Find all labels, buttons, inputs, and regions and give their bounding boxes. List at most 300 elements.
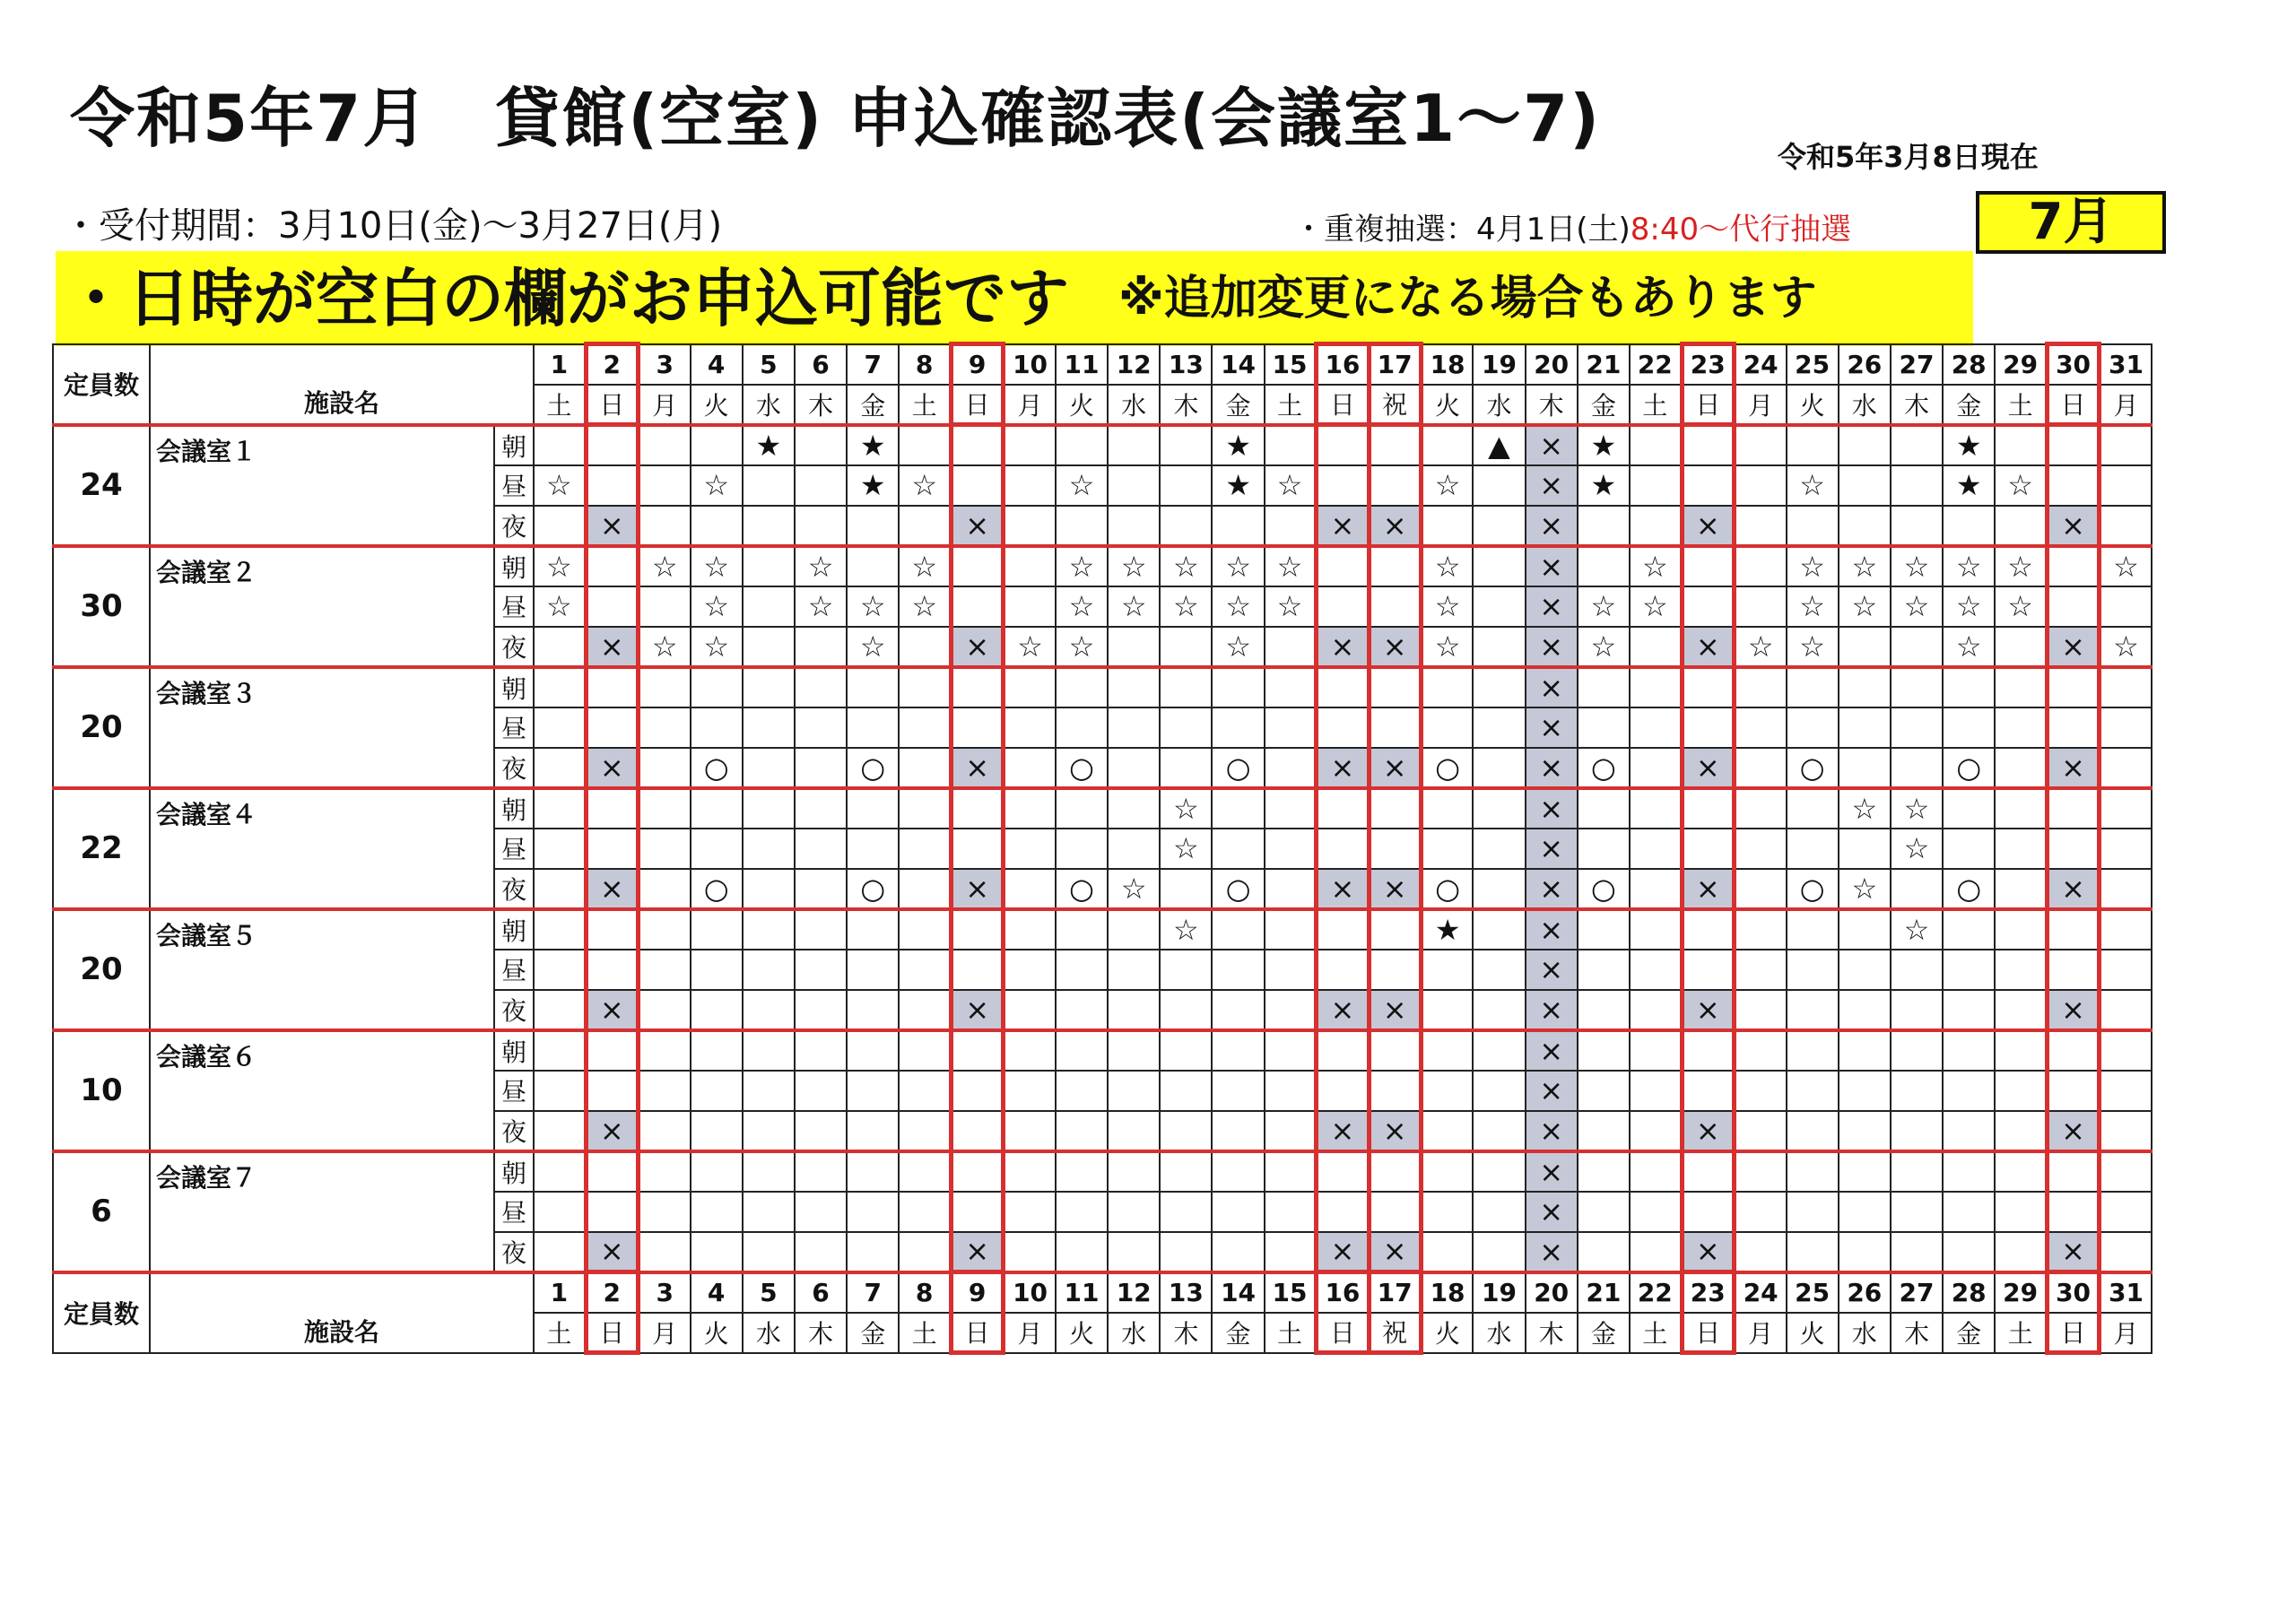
availability-mark: × <box>1526 667 1578 707</box>
availability-mark: × <box>952 990 1004 1030</box>
availability-cell <box>691 425 743 465</box>
day-weekday: 金 <box>1943 1313 1995 1353</box>
room-name: 会議室３ <box>150 667 494 788</box>
room-row <box>53 788 2152 829</box>
day-weekday: 火 <box>691 1313 743 1353</box>
availability-mark: ○ <box>691 748 743 788</box>
room-capacity: 10 <box>53 1030 150 1151</box>
availability-mark: ☆ <box>1891 546 1943 586</box>
availability-mark: × <box>1526 788 1578 829</box>
availability-cell <box>2100 829 2152 869</box>
availability-cell <box>1056 1111 1108 1151</box>
availability-cell <box>1004 425 1056 465</box>
capacity-header: 定員数 <box>53 344 150 425</box>
availability-cell <box>1943 788 1995 829</box>
availability-mark: × <box>2047 990 2099 1030</box>
day-weekday: 月 <box>1734 385 1786 425</box>
availability-cell <box>1995 1232 2047 1272</box>
availability-cell <box>638 748 690 788</box>
availability-cell <box>586 1151 638 1192</box>
availability-cell <box>2100 1030 2152 1071</box>
availability-cell <box>586 909 638 950</box>
availability-cell <box>1369 950 1421 990</box>
availability-cell <box>1630 909 1682 950</box>
day-weekday: 水 <box>1473 385 1525 425</box>
availability-cell <box>847 1192 899 1232</box>
room-row <box>53 1030 2152 1071</box>
availability-cell <box>1682 788 1734 829</box>
availability-mark: ☆ <box>1160 586 1212 627</box>
availability-cell <box>1839 627 1891 667</box>
day-number: 13 <box>1160 1272 1212 1313</box>
availability-mark: × <box>952 748 1004 788</box>
availability-cell <box>2047 667 2099 707</box>
day-weekday: 木 <box>795 1313 847 1353</box>
availability-cell <box>638 506 690 546</box>
day-weekday: 土 <box>1630 1313 1682 1353</box>
day-weekday: 日 <box>952 1313 1004 1353</box>
time-slot-label: 朝 <box>494 667 534 707</box>
availability-cell <box>1891 506 1943 546</box>
availability-cell <box>847 909 899 950</box>
availability-cell <box>1787 1071 1839 1111</box>
availability-cell <box>1839 707 1891 748</box>
availability-mark: ★ <box>1943 425 1995 465</box>
availability-cell <box>743 1030 795 1071</box>
day-number: 23 <box>1682 1272 1734 1313</box>
availability-cell <box>1995 425 2047 465</box>
availability-cell <box>899 1071 951 1111</box>
availability-cell <box>1160 990 1212 1030</box>
availability-cell <box>534 1111 586 1151</box>
availability-mark: ○ <box>847 748 899 788</box>
availability-cell <box>534 425 586 465</box>
availability-cell <box>1317 465 1369 506</box>
availability-cell <box>847 990 899 1030</box>
availability-cell <box>586 1192 638 1232</box>
availability-mark: ☆ <box>1160 546 1212 586</box>
availability-mark: ○ <box>1056 869 1108 909</box>
availability-cell <box>1108 667 1160 707</box>
availability-cell <box>1056 1192 1108 1232</box>
availability-cell <box>1473 1151 1525 1192</box>
availability-mark: ☆ <box>1265 586 1317 627</box>
availability-cell <box>2100 667 2152 707</box>
room-name: 会議室７ <box>150 1151 494 1272</box>
availability-mark: ○ <box>691 869 743 909</box>
availability-cell <box>1473 1111 1525 1151</box>
availability-cell <box>1734 1030 1786 1071</box>
availability-cell <box>1734 465 1786 506</box>
time-slot-label: 夜 <box>494 1111 534 1151</box>
day-weekday: 水 <box>743 1313 795 1353</box>
availability-mark: × <box>1526 506 1578 546</box>
availability-cell <box>691 1030 743 1071</box>
day-weekday: 日 <box>952 385 1004 425</box>
availability-cell <box>1734 990 1786 1030</box>
availability-cell <box>638 1232 690 1272</box>
availability-cell <box>1473 829 1525 869</box>
availability-mark: × <box>1369 869 1421 909</box>
availability-cell <box>1369 707 1421 748</box>
availability-mark: × <box>586 990 638 1030</box>
availability-cell <box>795 627 847 667</box>
time-slot-label: 昼 <box>494 465 534 506</box>
time-slot-label: 夜 <box>494 869 534 909</box>
availability-cell <box>2047 909 2099 950</box>
availability-cell <box>1421 1232 1473 1272</box>
availability-mark: ☆ <box>1943 586 1995 627</box>
availability-cell <box>795 707 847 748</box>
availability-cell <box>691 829 743 869</box>
availability-cell <box>1369 788 1421 829</box>
availability-cell <box>1787 506 1839 546</box>
availability-cell <box>1421 707 1473 748</box>
day-number: 4 <box>691 344 743 385</box>
day-weekday: 日 <box>2047 385 2099 425</box>
availability-cell <box>1891 990 1943 1030</box>
availability-cell <box>743 788 795 829</box>
availability-cell <box>847 506 899 546</box>
availability-cell <box>1995 667 2047 707</box>
day-number: 22 <box>1630 344 1682 385</box>
availability-cell <box>1578 1030 1630 1071</box>
availability-mark: ☆ <box>1787 586 1839 627</box>
availability-cell <box>952 788 1004 829</box>
availability-cell <box>1630 1151 1682 1192</box>
availability-mark: × <box>1526 1071 1578 1111</box>
availability-cell <box>1943 506 1995 546</box>
availability-cell <box>1004 1030 1056 1071</box>
availability-cell <box>795 990 847 1030</box>
availability-cell <box>1056 1030 1108 1071</box>
availability-cell <box>1630 425 1682 465</box>
availability-cell <box>1943 1232 1995 1272</box>
availability-cell <box>1630 829 1682 869</box>
availability-cell <box>1891 707 1943 748</box>
availability-cell <box>1630 667 1682 707</box>
availability-cell <box>1787 990 1839 1030</box>
day-number: 24 <box>1734 344 1786 385</box>
availability-cell <box>795 748 847 788</box>
availability-cell <box>1995 1030 2047 1071</box>
availability-cell <box>534 950 586 990</box>
availability-cell <box>586 788 638 829</box>
day-number: 15 <box>1265 1272 1317 1313</box>
day-number: 27 <box>1891 1272 1943 1313</box>
availability-cell <box>743 546 795 586</box>
availability-cell <box>1317 1151 1369 1192</box>
availability-mark: ☆ <box>1891 586 1943 627</box>
availability-cell <box>1473 586 1525 627</box>
availability-cell <box>847 546 899 586</box>
day-weekday: 金 <box>1578 1313 1630 1353</box>
availability-cell <box>1160 1192 1212 1232</box>
availability-cell <box>638 1111 690 1151</box>
availability-mark: ☆ <box>691 465 743 506</box>
notice-main: ・日時が空白の欄がお申込可能です <box>65 262 1069 335</box>
availability-cell <box>1265 1151 1317 1192</box>
availability-cell <box>586 667 638 707</box>
availability-cell <box>795 1232 847 1272</box>
availability-mark: ☆ <box>899 465 951 506</box>
availability-mark: × <box>1526 627 1578 667</box>
time-slot-label: 夜 <box>494 748 534 788</box>
day-weekday: 日 <box>1317 385 1369 425</box>
availability-cell <box>534 1151 586 1192</box>
availability-cell <box>743 506 795 546</box>
availability-cell <box>1108 1232 1160 1272</box>
availability-cell <box>1421 1111 1473 1151</box>
availability-cell <box>952 1111 1004 1151</box>
availability-cell <box>586 425 638 465</box>
availability-cell <box>1004 1151 1056 1192</box>
availability-cell <box>1056 707 1108 748</box>
availability-cell <box>1943 1030 1995 1071</box>
availability-cell <box>1317 1192 1369 1232</box>
time-slot-label: 夜 <box>494 506 534 546</box>
room-capacity: 22 <box>53 788 150 909</box>
availability-mark: × <box>2047 627 2099 667</box>
availability-mark: ☆ <box>847 627 899 667</box>
availability-cell <box>1787 1151 1839 1192</box>
availability-cell <box>1108 1071 1160 1111</box>
availability-cell <box>1004 1192 1056 1232</box>
day-weekday: 木 <box>1160 385 1212 425</box>
availability-cell <box>638 829 690 869</box>
availability-mark: ☆ <box>1160 788 1212 829</box>
availability-cell <box>1421 950 1473 990</box>
availability-cell <box>1265 1071 1317 1111</box>
availability-cell <box>1891 1232 1943 1272</box>
availability-cell <box>638 707 690 748</box>
day-number: 18 <box>1421 344 1473 385</box>
day-weekday: 日 <box>1682 1313 1734 1353</box>
availability-cell <box>1265 990 1317 1030</box>
availability-mark: ☆ <box>1891 829 1943 869</box>
availability-cell <box>847 950 899 990</box>
day-number: 4 <box>691 1272 743 1313</box>
availability-cell <box>1369 586 1421 627</box>
availability-cell <box>1004 586 1056 627</box>
availability-cell <box>691 909 743 950</box>
availability-cell <box>899 869 951 909</box>
availability-cell <box>2100 465 2152 506</box>
day-weekday: 木 <box>1891 385 1943 425</box>
availability-cell <box>1995 829 2047 869</box>
availability-cell <box>952 546 1004 586</box>
availability-cell <box>1317 1071 1369 1111</box>
day-weekday: 火 <box>1787 385 1839 425</box>
room-name: 会議室４ <box>150 788 494 909</box>
availability-cell <box>638 869 690 909</box>
day-number: 20 <box>1526 344 1578 385</box>
availability-cell <box>899 425 951 465</box>
time-slot-label: 朝 <box>494 546 534 586</box>
day-weekday: 土 <box>534 385 586 425</box>
availability-mark: ★ <box>1212 425 1264 465</box>
day-weekday: 火 <box>1056 1313 1108 1353</box>
availability-mark: ☆ <box>1212 546 1264 586</box>
availability-cell <box>1317 546 1369 586</box>
availability-cell <box>586 707 638 748</box>
day-number: 1 <box>534 344 586 385</box>
availability-cell <box>1004 1111 1056 1151</box>
day-number: 21 <box>1578 1272 1630 1313</box>
room-row <box>53 546 2152 586</box>
availability-mark: × <box>2047 1111 2099 1151</box>
availability-cell <box>1473 990 1525 1030</box>
day-number: 19 <box>1473 1272 1525 1313</box>
availability-cell <box>1056 829 1108 869</box>
availability-cell <box>586 1030 638 1071</box>
availability-mark: ☆ <box>1421 546 1473 586</box>
availability-cell <box>1473 909 1525 950</box>
availability-cell <box>1056 667 1108 707</box>
availability-mark: × <box>2047 869 2099 909</box>
availability-cell <box>1369 829 1421 869</box>
availability-cell <box>1839 950 1891 990</box>
availability-mark: × <box>952 627 1004 667</box>
availability-cell <box>795 1071 847 1111</box>
availability-mark: × <box>952 1232 1004 1272</box>
availability-cell <box>1421 1192 1473 1232</box>
availability-cell <box>2100 869 2152 909</box>
availability-cell <box>1160 950 1212 990</box>
availability-cell <box>1839 829 1891 869</box>
availability-cell <box>1630 707 1682 748</box>
availability-mark: × <box>1526 1232 1578 1272</box>
availability-cell <box>1891 950 1943 990</box>
availability-cell <box>1473 1071 1525 1111</box>
availability-cell <box>2100 748 2152 788</box>
availability-cell <box>1265 1030 1317 1071</box>
availability-mark: ☆ <box>638 627 690 667</box>
day-number: 11 <box>1056 344 1108 385</box>
day-number: 18 <box>1421 1272 1473 1313</box>
availability-cell <box>795 869 847 909</box>
availability-cell <box>952 425 1004 465</box>
availability-mark: × <box>1317 990 1369 1030</box>
availability-cell <box>1004 748 1056 788</box>
availability-cell <box>743 869 795 909</box>
availability-cell <box>1578 1232 1630 1272</box>
availability-cell <box>1108 990 1160 1030</box>
availability-cell <box>1630 1232 1682 1272</box>
lottery-label: ・重複抽選：4月1日(土) <box>1293 212 1631 247</box>
availability-cell <box>1734 829 1786 869</box>
day-number: 14 <box>1212 1272 1264 1313</box>
time-slot-label: 昼 <box>494 1071 534 1111</box>
availability-mark: ○ <box>1421 869 1473 909</box>
availability-mark: × <box>1526 829 1578 869</box>
availability-cell <box>952 909 1004 950</box>
availability-cell <box>586 546 638 586</box>
availability-cell <box>1056 990 1108 1030</box>
availability-cell <box>1839 1192 1891 1232</box>
availability-mark: × <box>586 748 638 788</box>
room-capacity: 24 <box>53 425 150 546</box>
availability-cell <box>1891 1192 1943 1232</box>
time-slot-label: 朝 <box>494 788 534 829</box>
availability-mark: × <box>1369 1232 1421 1272</box>
day-weekday: 金 <box>1212 1313 1264 1353</box>
availability-cell <box>1787 909 1839 950</box>
schedule-table <box>52 342 2152 1355</box>
lottery-detail: 8:40～代行抽選 <box>1630 212 1852 247</box>
availability-mark: × <box>1526 546 1578 586</box>
availability-cell <box>1421 425 1473 465</box>
availability-cell <box>1682 1030 1734 1071</box>
availability-cell <box>1212 667 1264 707</box>
availability-cell <box>1995 909 2047 950</box>
availability-cell <box>1578 909 1630 950</box>
availability-mark: × <box>1317 1232 1369 1272</box>
availability-mark: × <box>1317 748 1369 788</box>
availability-cell <box>2047 586 2099 627</box>
availability-cell <box>534 1030 586 1071</box>
availability-cell <box>1421 1071 1473 1111</box>
availability-cell <box>899 627 951 667</box>
day-number: 21 <box>1578 344 1630 385</box>
schedule-grid <box>52 342 2152 1355</box>
availability-cell <box>1004 506 1056 546</box>
day-number: 17 <box>1369 344 1421 385</box>
availability-cell <box>2100 1071 2152 1111</box>
day-number: 5 <box>743 1272 795 1313</box>
availability-cell <box>1839 748 1891 788</box>
availability-cell <box>1004 869 1056 909</box>
availability-cell <box>1004 1232 1056 1272</box>
availability-cell <box>1473 667 1525 707</box>
availability-cell <box>899 1192 951 1232</box>
day-number: 12 <box>1108 344 1160 385</box>
availability-mark: ○ <box>1578 869 1630 909</box>
availability-cell <box>1004 546 1056 586</box>
availability-mark: × <box>1526 425 1578 465</box>
availability-cell <box>1891 627 1943 667</box>
day-weekday: 火 <box>1056 385 1108 425</box>
availability-cell <box>1473 869 1525 909</box>
availability-cell <box>534 748 586 788</box>
day-number: 26 <box>1839 344 1891 385</box>
day-number: 9 <box>952 344 1004 385</box>
availability-cell <box>1160 667 1212 707</box>
availability-cell <box>534 990 586 1030</box>
availability-cell <box>743 1071 795 1111</box>
availability-cell <box>1369 667 1421 707</box>
time-slot-label: 昼 <box>494 707 534 748</box>
availability-mark: ★ <box>1578 425 1630 465</box>
availability-cell <box>2047 1151 2099 1192</box>
availability-cell <box>1473 465 1525 506</box>
availability-cell <box>2047 707 2099 748</box>
availability-mark: ☆ <box>691 627 743 667</box>
availability-mark: × <box>1526 950 1578 990</box>
availability-cell <box>691 707 743 748</box>
availability-cell <box>1995 788 2047 829</box>
availability-cell <box>638 990 690 1030</box>
room-name: 会議室２ <box>150 546 494 667</box>
day-weekday: 金 <box>1212 385 1264 425</box>
availability-mark: ☆ <box>534 586 586 627</box>
notice-sub: ※追加変更になる場合もあります <box>1118 272 1817 325</box>
day-number: 6 <box>795 1272 847 1313</box>
availability-cell <box>1265 748 1317 788</box>
availability-cell <box>1839 990 1891 1030</box>
availability-cell <box>952 707 1004 748</box>
day-number: 28 <box>1943 344 1995 385</box>
